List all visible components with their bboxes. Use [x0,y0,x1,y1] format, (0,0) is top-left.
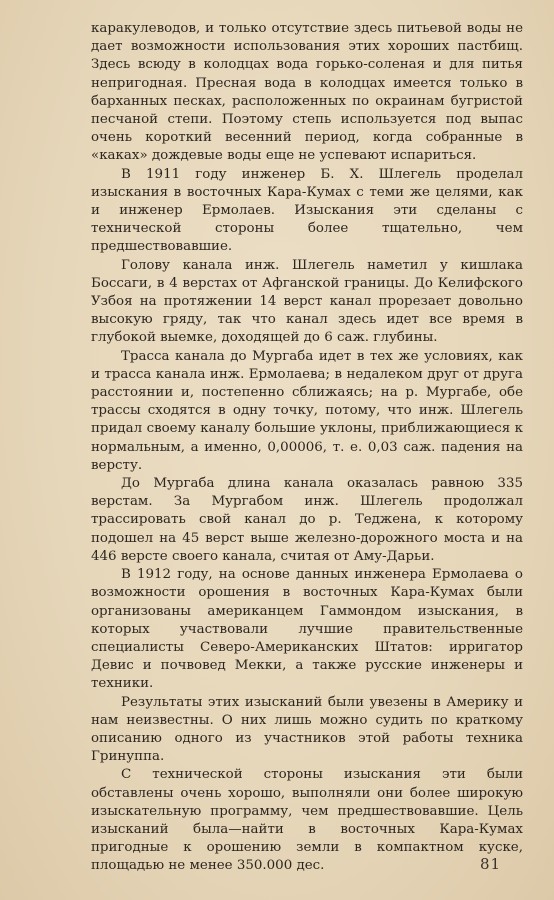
page-number: 81 [480,855,502,873]
body-text [91,20,523,876]
paragraph-3: Голову канала инж. Шлегель наметил у кишлака Боссаги, в 4 верстах от Афганской границы. До Келифского Узбоя на протяжении 14 верст канал прорезает довольно высокую гряду, так что канал здесь идет все время в глубокой выемке, доходящей до 6 саж. глубины. [91,257,523,346]
paragraph-8: С технической стороны изыскания эти были обставлены очень хорошо, выполняли они более широкую изыскательную программу, чем предшествовавшие. Цель изысканий была—найти в восточных Кара-Кумах пригодные к орошению земли в компактном куске, площадью не менее 350.000 дес. [91,767,523,874]
paragraph-6: В 1912 году, на основе данных инженера Ермолаева о возможности орошения в восточных Кара-Кумах были организованы американцем Гаммондом изыскания, в которых участвовали лучшие правительственные специалисты Северо-Американских Штатов: ирригатор Девис и почвовед Мекки, а также русские инженеры и техники. [91,567,523,692]
paragraph-2: В 1911 году инженер Б. Х. Шлегель проделал изыскания в восточных Кара-Кумах с теми же целями, как и инженер Ермолаев. Изыскания эти сделаны с технической стороны более тщательно, чем предшествовавшие. [91,166,523,255]
paragraph-5: До Мургаба длина канала оказалась равною 335 верстам. За Мургабом инж. Шлегель продолжал трассировать свой канал до р. Теджена, к которому подошел на 45 верст выше железно-дорожного моста и на 446 версте своего канала, считая от Аму-Дарьи. [91,476,523,564]
paragraph-7: Результаты этих изысканий были увезены в Америку и нам неизвестны. О них лишь можно судить по краткому описанию одного из участников этой работы техника Гринуппа. [91,694,523,765]
paragraph-1: каракулеводов, и только отсутствие здесь питьевой воды не дает возможности использования этих хороших пастбищ. Здесь всюду в колодцах вода горько-соленая и для питья непригодная. Пресная вода в колодцах имеется только в барханных песках, расположенных по окраинам бугристой песчаной степи. Поэтому степь используется под выпас очень короткий весенний период, когда собранные в «каках» дождевые воды еще не успевают испариться. [91,21,523,164]
paragraph-4: Трасса канала до Мургаба идет в тех же условиях, как и трасса канала инж. Ермолаева; в недалеком друг от друга расстоянии и, постепенно сближаясь; на р. Мургабе, обе трассы сходятся в одну точку, потому, что инж. Шлегель придал своему каналу большие уклоны, приближающиеся к нормальным, а именно, 0,00006, т. е. 0,03 саж. падения на версту. [91,348,523,473]
